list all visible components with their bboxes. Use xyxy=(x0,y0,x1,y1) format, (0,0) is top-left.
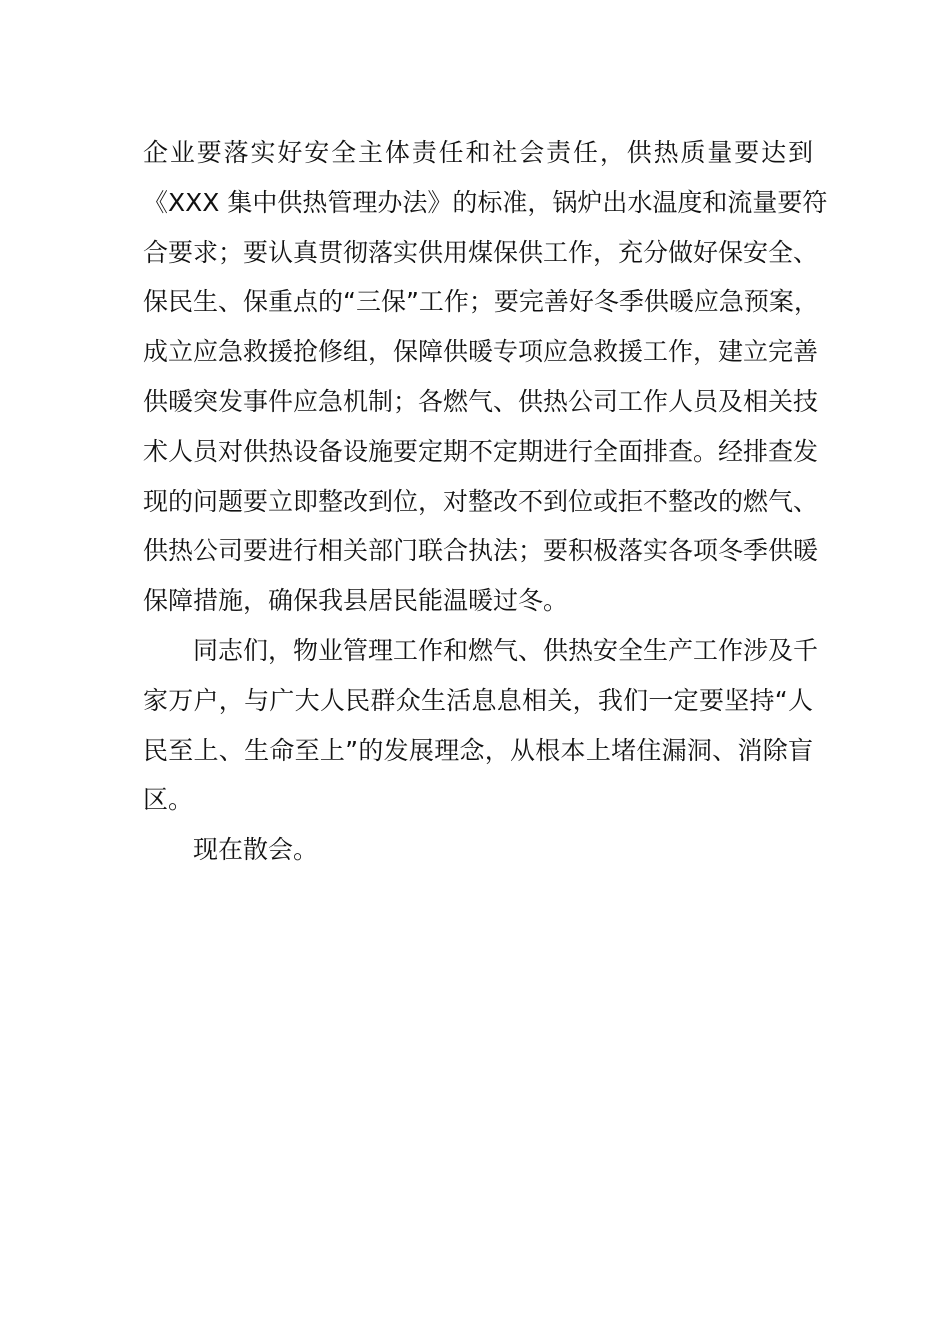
text-line: 同志们，物业管理工作和燃气、供热安全生产工作涉及千 xyxy=(193,635,819,665)
text-line: 术人员对供热设备设施要定期不定期进行全面排查。经排查发 xyxy=(143,436,819,466)
text-line: 现的问题要立即整改到位，对整改不到位或拒不整改的燃气、 xyxy=(143,486,819,516)
closing-line: 现在散会。 xyxy=(193,835,319,865)
document-body xyxy=(143,128,828,875)
text-line: 供热公司要进行相关部门联合执法；要积极落实各项冬季供暖 xyxy=(143,536,819,566)
text-line: 民至上、生命至上”的发展理念，从根本上堵住漏洞、消除盲 xyxy=(143,735,813,765)
text-line: 区。 xyxy=(143,785,194,815)
text-line: 企业要落实好安全主体责任和社会责任，供热质量要达到 xyxy=(143,138,813,167)
text-line: 供暖突发事件应急机制；各燃气、供热公司工作人员及相关技 xyxy=(143,386,819,416)
text-line: 保民生、保重点的“三保”工作；要完善好冬季供暖应急预案， xyxy=(143,287,819,317)
text-line: 合要求；要认真贯彻落实供用煤保供工作，充分做好保安全、 xyxy=(143,237,819,267)
paragraph-adjourn xyxy=(143,825,813,875)
paragraph-comrades xyxy=(143,626,819,825)
paragraph-heating-safety xyxy=(143,128,828,626)
text-line: 保障措施，确保我县居民能温暖过冬。 xyxy=(143,586,569,616)
text-line: 成立应急救援抢修组，保障供暖专项应急救援工作，建立完善 xyxy=(143,337,819,367)
text-line: 家万户，与广大人民群众生活息息相关，我们一定要坚持“人 xyxy=(143,685,813,715)
text-line: 《XXX 集中供热管理办法》的标准，锅炉出水温度和流量要符 xyxy=(143,187,828,217)
